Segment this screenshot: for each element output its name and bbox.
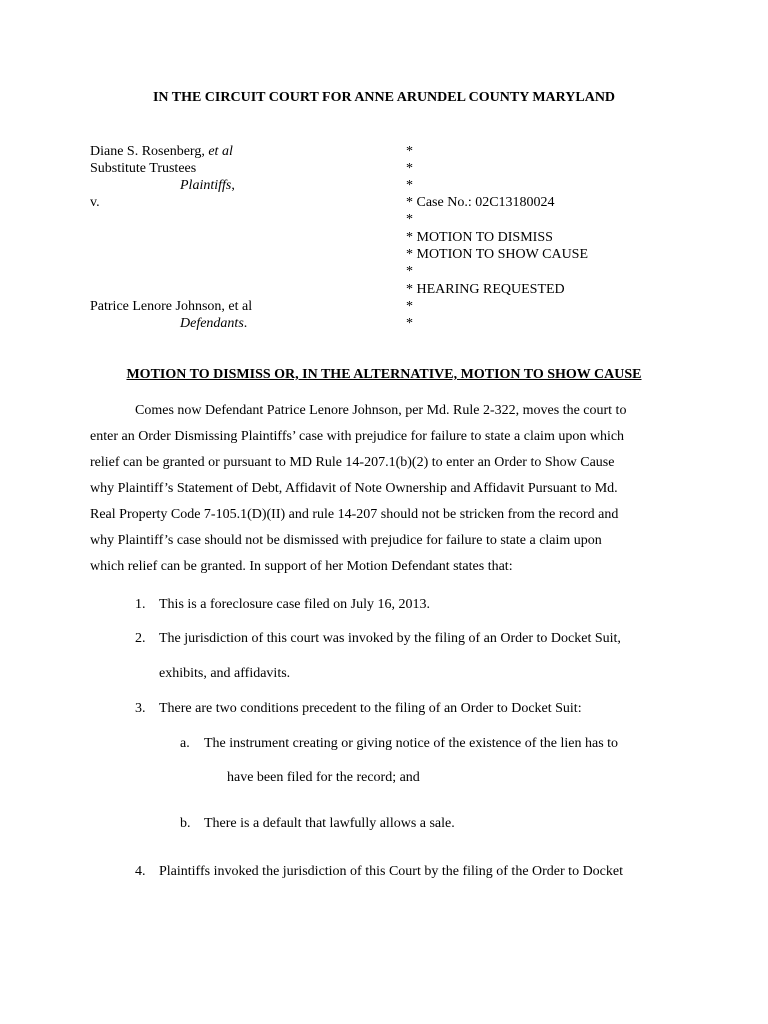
list-item-3: 3. There are two conditions precedent to the filing of an Order to Docket Suit: — [135, 701, 582, 716]
motion-to-dismiss-label: * MOTION TO DISMISS — [406, 230, 553, 245]
caption-star: * — [406, 316, 413, 331]
intro-paragraph — [90, 398, 680, 580]
motion-to-show-cause-label: * MOTION TO SHOW CAUSE — [406, 247, 589, 262]
intro-line: why Plaintiff’s Statement of Debt, Affidavit of Note Ownership and Affidavit Pursuant to Md. — [90, 481, 618, 496]
intro-line: enter an Order Dismissing Plaintiffs’ case with prejudice for failure to state a claim upon which — [90, 429, 625, 444]
defendant-name: Patrice Lenore Johnson, et al — [90, 299, 253, 314]
plaintiff-etal: et al — [208, 144, 233, 159]
caption-star: * — [406, 178, 413, 193]
list-item-1: 1. This is a foreclosure case filed on July 16, 2013. — [135, 597, 430, 612]
hearing-requested-label: * HEARING REQUESTED — [406, 282, 565, 297]
court-title: IN THE CIRCUIT COURT FOR ANNE ARUNDEL COUNTY MARYLAND — [152, 90, 616, 105]
intro-line: relief can be granted or pursuant to MD Rule 14-207.1(b)(2) to enter an Order to Show Cause — [90, 455, 615, 470]
intro-line: why Plaintiff’s case should not be dismissed with prejudice for failure to state a claim upon — [90, 533, 602, 548]
intro-line: which relief can be granted. In support of her Motion Defendant states that: — [90, 559, 513, 574]
list-item-2: 2. The jurisdiction of this court was invoked by the filing of an Order to Docket Suit, — [135, 631, 621, 646]
plaintiff-name: Diane S. Rosenberg, et al — [90, 144, 233, 159]
caption-star: * — [406, 299, 413, 314]
defendants-label: Defendants. — [180, 316, 248, 331]
list-item-4: 4. Plaintiffs invoked the jurisdiction of this Court by the filing of the Order to Docket — [135, 864, 624, 879]
case-number: * Case No.: 02C13180024 — [406, 195, 555, 210]
plaintiffs-label: Plaintiffs, — [180, 178, 235, 193]
intro-line: Real Property Code 7-105.1(D)(II) and rule 14-207 should not be stricken from the record and — [90, 507, 619, 522]
motion-title: MOTION TO DISMISS OR, IN THE ALTERNATIVE, MOTION TO SHOW CAUSE — [126, 367, 642, 382]
caption-star: * — [406, 161, 413, 176]
plaintiff-role: Substitute Trustees — [90, 161, 197, 176]
sub-item-b: b. There is a default that lawfully allows a sale. — [180, 816, 455, 831]
list-item-2-continued: exhibits, and affidavits. — [159, 666, 291, 681]
versus: v. — [90, 195, 100, 210]
sub-item-a: a. The instrument creating or giving notice of the existence of the lien has to — [180, 736, 619, 751]
caption-star: * — [406, 212, 413, 227]
caption-star: * — [406, 264, 413, 279]
sub-item-a-continued: have been filed for the record; and — [227, 770, 420, 785]
intro-line: Comes now Defendant Patrice Lenore Johnson, per Md. Rule 2-322, moves the court to — [135, 403, 627, 418]
caption-star: * — [406, 144, 413, 159]
